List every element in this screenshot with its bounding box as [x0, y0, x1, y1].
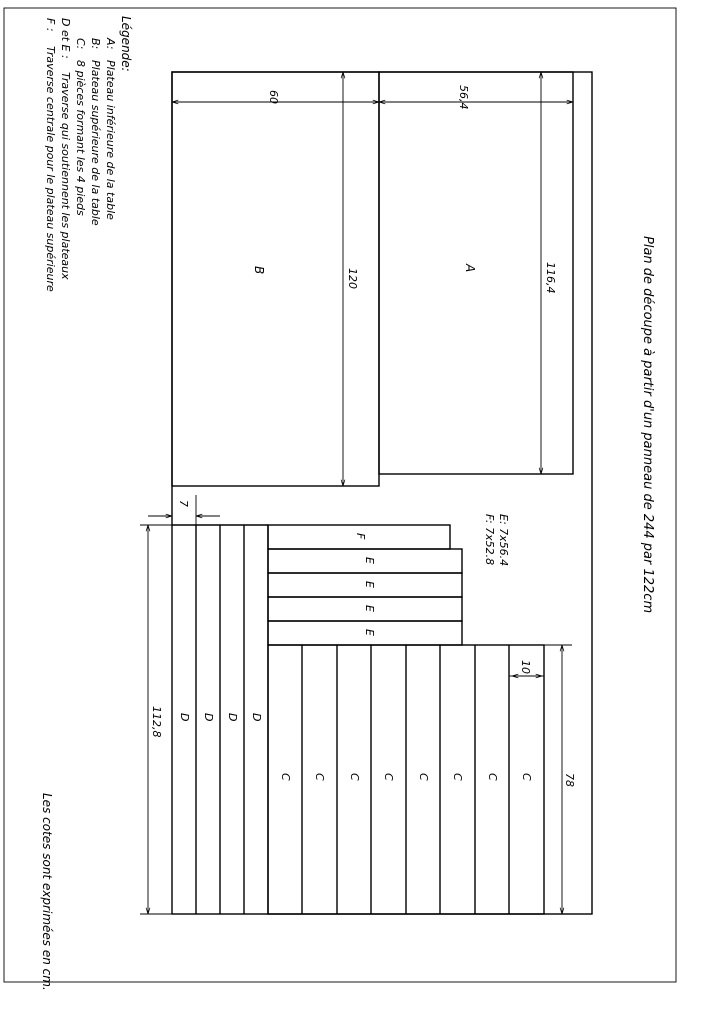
label-piece-f: F [354, 533, 367, 540]
legend-text-b: Plateau supérieure de la table [89, 60, 102, 226]
label-piece-e: E [363, 605, 376, 612]
legend-text-de: Traverse qui soutiennent les plateaux [59, 72, 72, 280]
piece-a [379, 72, 573, 474]
label-piece-c: C [417, 773, 430, 781]
note-f-size: F: 7x52.8 [483, 514, 496, 566]
dim-label-a-length: 116,4 [544, 262, 557, 294]
dim-label-d-length: 112,8 [150, 706, 163, 738]
label-piece-a: A [463, 264, 477, 273]
panel-outline [172, 72, 592, 914]
dim-label-a-width: 56,4 [457, 85, 470, 110]
label-piece-d: D [250, 713, 263, 722]
legend-text-f: Traverse centrale pour le plateau supérieure [44, 46, 57, 292]
legend-key-de: D et E : [59, 18, 72, 59]
dim-label-d-width: 7 [177, 500, 190, 507]
label-piece-c: C [279, 773, 292, 781]
legend-text-c: 8 pièces formant les 4 pieds [74, 60, 87, 216]
label-piece-b: B [252, 266, 266, 275]
legend-key-c: C: [74, 38, 87, 50]
dim-label-b-length: 120 [346, 268, 359, 289]
label-piece-c: C [382, 773, 395, 781]
label-piece-e: E [363, 557, 376, 564]
legend-heading: Légende: [119, 16, 133, 72]
units-footnote: Les cotes sont exprimées en cm. [40, 793, 54, 991]
label-piece-c: C [451, 773, 464, 781]
label-piece-d: D [178, 713, 191, 722]
note-e-size: E: 7x56.4 [497, 514, 510, 567]
dim-label-c-length: 78 [563, 773, 576, 787]
legend-key-b: B: [89, 38, 102, 50]
label-piece-c: C [520, 773, 533, 781]
legend-text-a: Plateau inférieure de la table [104, 60, 117, 220]
label-piece-e: E [363, 629, 376, 636]
label-piece-e: E [363, 581, 376, 588]
label-piece-c: C [486, 773, 499, 781]
legend-key-a: A: [104, 38, 117, 50]
drawing-title: Plan de découpe à partir d'un panneau de 244 par 122cm [640, 236, 655, 614]
dim-label-b-width: 60 [267, 90, 280, 104]
label-piece-d: D [226, 713, 239, 722]
label-piece-c: C [313, 773, 326, 781]
label-piece-c: C [348, 773, 361, 781]
label-piece-d: D [202, 713, 215, 722]
dim-label-c-width: 10 [519, 660, 532, 674]
legend-key-f: F : [44, 18, 57, 32]
